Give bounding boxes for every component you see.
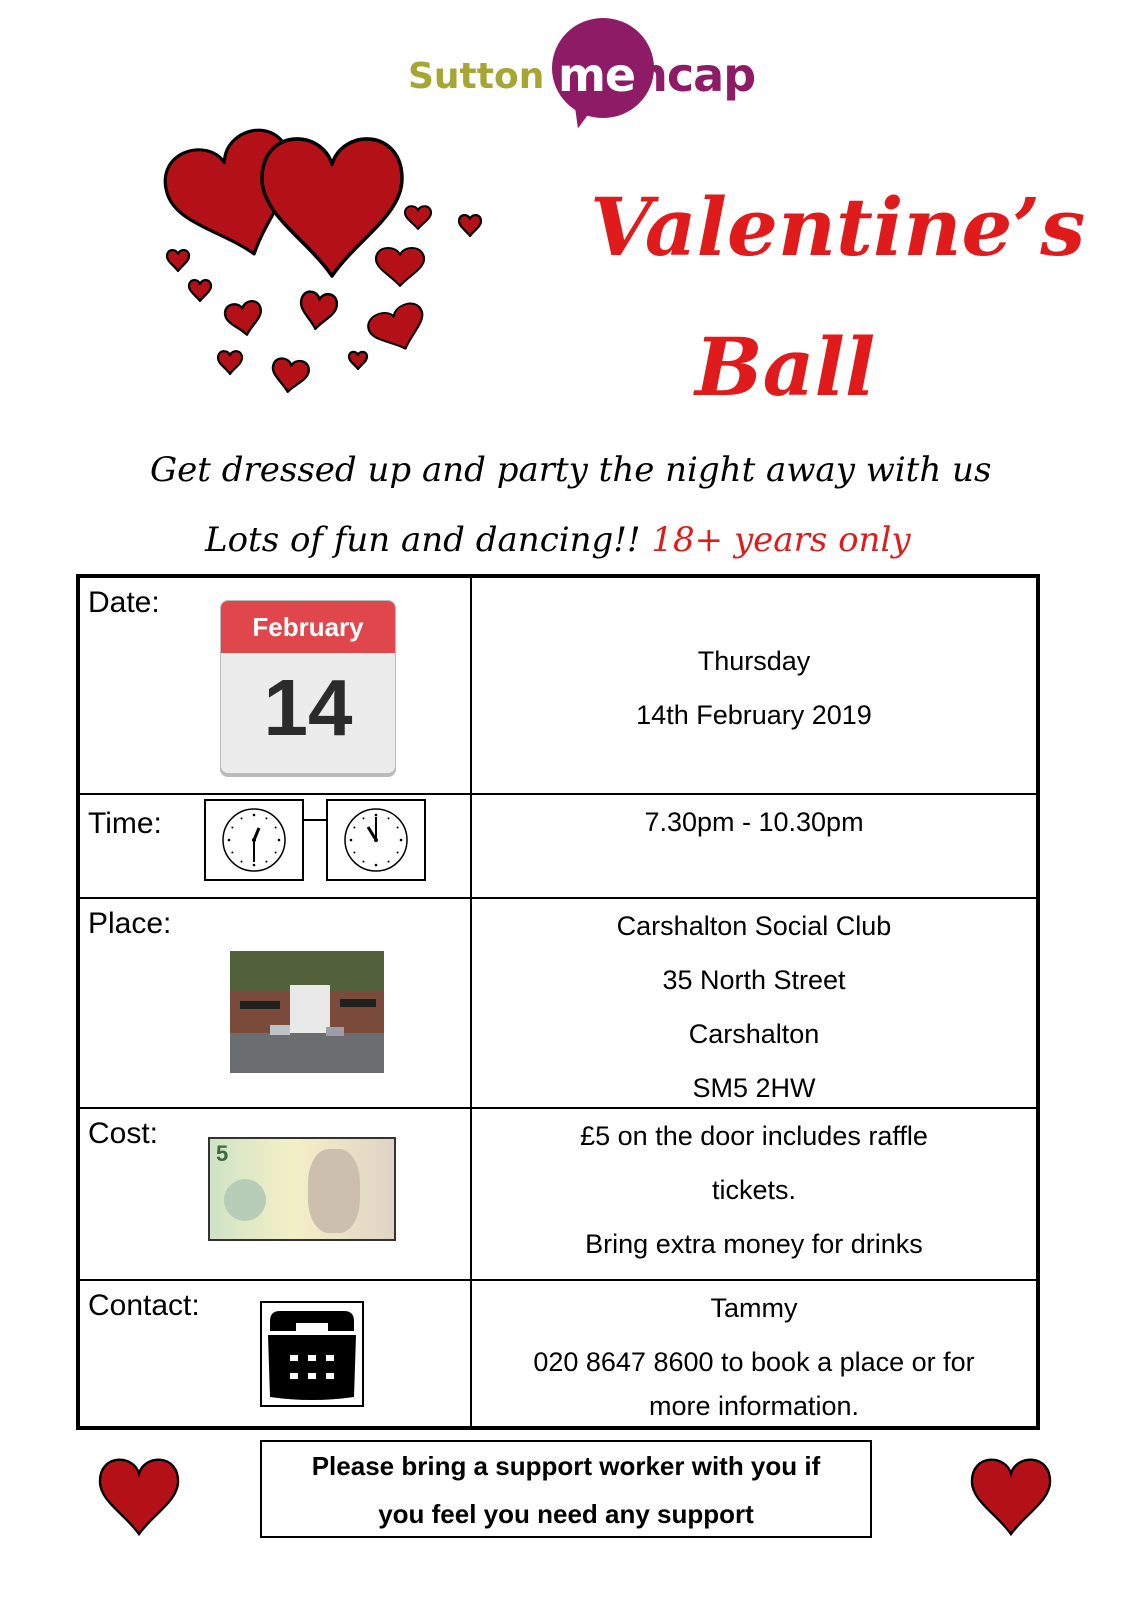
- five-pound-note-image: [208, 1137, 396, 1241]
- event-info-table: [76, 574, 1040, 1430]
- cost-value: [472, 1109, 1036, 1271]
- heart-small-icon: [167, 250, 189, 271]
- cost-line2: tickets.: [711, 1175, 797, 1205]
- contact-name: Tammy: [710, 1293, 798, 1323]
- date-row: [80, 578, 1036, 795]
- clock-connector-line: [302, 819, 326, 821]
- note-emblem: [224, 1179, 266, 1221]
- age-restriction: 18+ years only: [651, 520, 911, 560]
- date-value: [472, 634, 1036, 742]
- place-row: [80, 899, 1036, 1109]
- date-label: Date:: [88, 586, 160, 619]
- support-line2: you feel you need any support: [378, 1499, 754, 1529]
- contact-label: Contact:: [88, 1289, 200, 1322]
- event-title-line1: Valentine’s: [590, 180, 1086, 274]
- venue-street: 35 North Street: [662, 965, 846, 995]
- sutton-mencap-logo: [408, 16, 768, 126]
- telephone-icon: [260, 1301, 364, 1407]
- cost-row: [80, 1109, 1036, 1281]
- calendar-icon: [220, 600, 396, 774]
- heart-small-icon: [224, 300, 265, 338]
- cost-label: Cost:: [88, 1117, 159, 1150]
- date-weekday: Thursday: [697, 646, 811, 676]
- time-value: 7.30pm - 10.30pm: [644, 807, 864, 837]
- heart-small-icon: [270, 357, 310, 394]
- logo-sutton-text: Sutton: [408, 56, 545, 97]
- event-title-line2: Ball: [695, 320, 876, 414]
- heart-bottom-right-icon: [956, 1452, 1066, 1538]
- note-denomination: 5: [216, 1141, 229, 1166]
- heart-small-icon: [218, 351, 242, 374]
- support-worker-notice: [260, 1440, 872, 1538]
- time-row: [80, 795, 1036, 899]
- heart-small-icon: [376, 248, 424, 286]
- heart-small-icon: [189, 280, 211, 301]
- place-address: [472, 899, 1036, 1115]
- heart-small-icon: [365, 300, 432, 358]
- venue-photo: [230, 951, 384, 1073]
- cost-line3: Bring extra money for drinks: [585, 1229, 923, 1259]
- contact-phone-line: 020 8647 8600 to book a place or for: [533, 1347, 975, 1377]
- tagline-line1: Get dressed up and party the night away with us: [150, 450, 992, 490]
- place-label: Place:: [88, 907, 172, 940]
- cost-line1: £5 on the door includes raffle: [580, 1121, 928, 1151]
- heart-small-icon: [459, 215, 481, 236]
- contact-value: [472, 1281, 1036, 1423]
- heart-small-icon: [349, 352, 367, 369]
- heart-bottom-left-icon: [84, 1452, 194, 1538]
- heart-small-icon: [405, 206, 431, 229]
- venue-postcode: SM5 2HW: [692, 1073, 816, 1103]
- tagline-fun-text: Lots of fun and dancing!!: [205, 520, 652, 560]
- end-clock-icon: [326, 799, 426, 881]
- contact-row: [80, 1281, 1036, 1430]
- heart-small-icon: [298, 291, 339, 332]
- hearts-cluster-illustration: [160, 120, 490, 410]
- queen-portrait: [308, 1149, 360, 1233]
- support-line1: Please bring a support worker with you if: [311, 1451, 821, 1481]
- venue-name: Carshalton Social Club: [616, 911, 892, 941]
- logo-mencap-text: mencap: [558, 48, 756, 102]
- venue-town: Carshalton: [688, 1019, 820, 1049]
- contact-info-line: more information.: [648, 1391, 860, 1421]
- time-label: Time:: [88, 807, 162, 840]
- start-clock-icon: [204, 799, 304, 881]
- calendar-month: February: [221, 601, 395, 653]
- date-full: 14th February 2019: [636, 700, 872, 730]
- tagline-line2: [205, 520, 911, 560]
- calendar-day: 14: [263, 663, 353, 752]
